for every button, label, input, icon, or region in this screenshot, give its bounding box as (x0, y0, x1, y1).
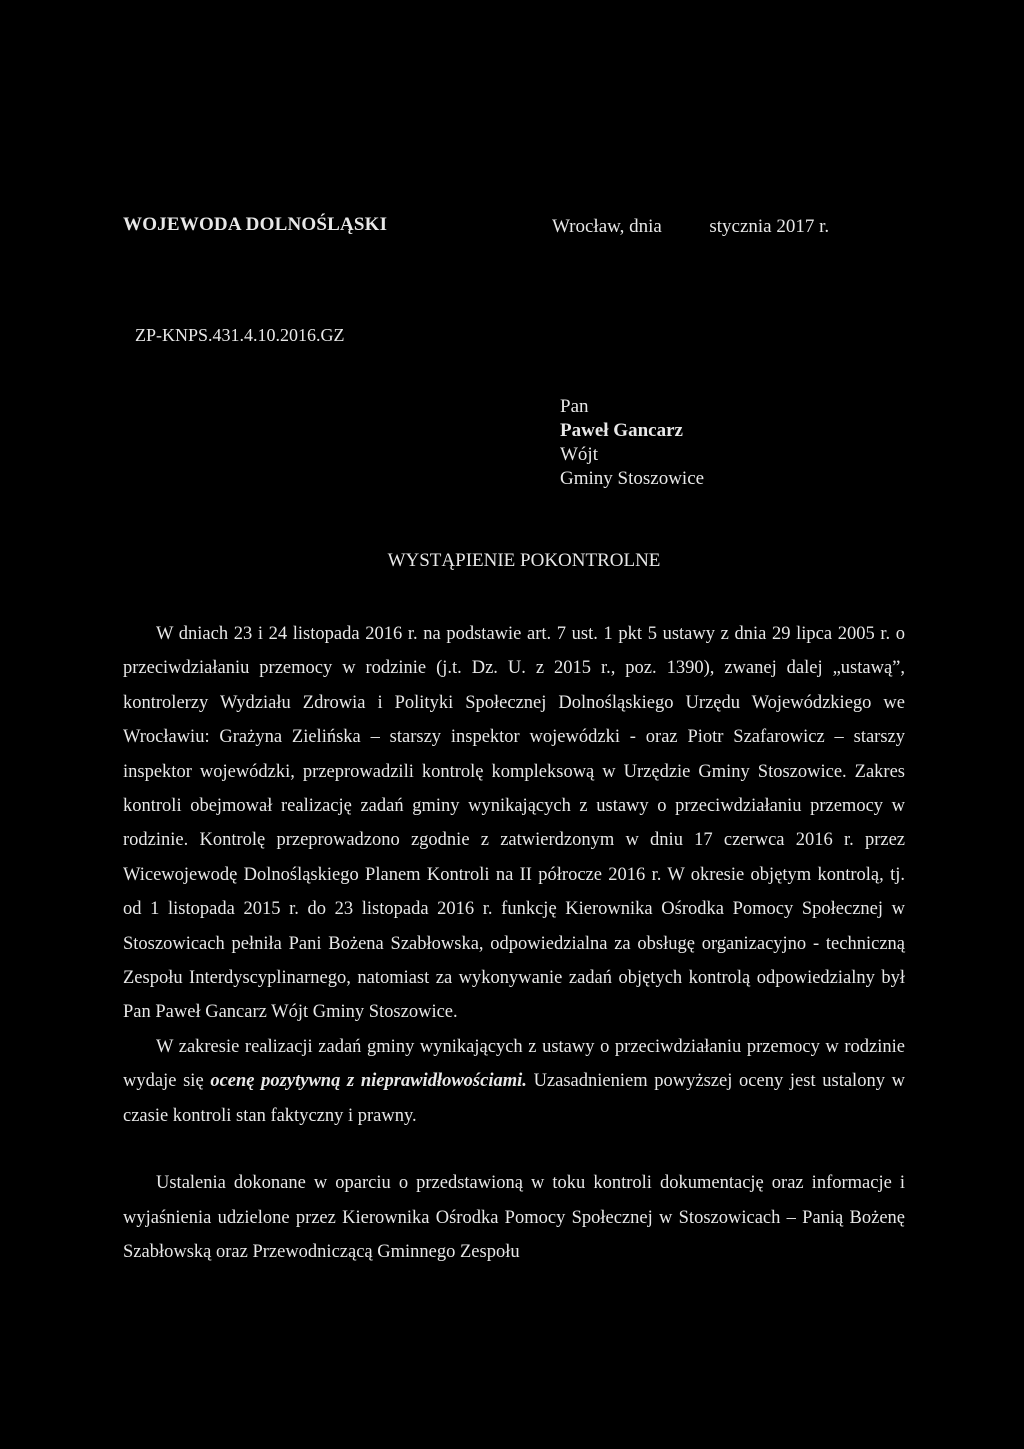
assessment-emphasis: ocenę pozytywną z nieprawidłowościami. (210, 1071, 527, 1092)
recipient-position: Wójt (560, 444, 598, 465)
document-body (123, 617, 905, 1269)
document-title: WYSTĄPIENIE POKONTROLNE (387, 550, 661, 571)
recipient-name: Paweł Gancarz (560, 420, 683, 441)
recipient-office: Gminy Stoszowice (560, 468, 705, 489)
reference-number: ZP-KNPS.431.4.10.2016.GZ (135, 325, 345, 345)
body-paragraph-2 (123, 1030, 905, 1133)
paragraph-2-outro: Uzasadnieniem powyższej oceny jest ustalony w czasie kontroli stan faktyczny i prawny. (123, 1071, 905, 1126)
paragraph-2-intro: W zakresie realizacji zadań gminy wynikających z ustawy o przeciwdziałaniu przemocy w rodzinie wydaje się (123, 1036, 905, 1092)
body-paragraph-1: W dniach 23 i 24 listopada 2016 r. na podstawie art. 7 ust. 1 pkt 5 ustawy z dnia 29 lipca 2005 r. o przeciwdziałaniu przemocy w rodzinie (j.t. Dz. U. z 2015 r., poz. 1390), zwanej dalej „ustawą”, kontrolerzy Wydziału Zdrowia i Polityki Społecznej Dolnośląskiego Urzędu Wojewódzkiego we Wrocławiu: Grażyna Zielińska – starszy inspektor wojewódzki - oraz Piotr Szafarowicz – starszy inspektor wojewódzki, przeprowadzili kontrolę kompleksową w Urzędzie Gminy Stoszowice. Zakres kontroli obejmował realizację zadań gminy wynikających z ustawy o przeciwdziałaniu przemocy w rodzinie. Kontrolę przeprowadzono zgodnie z zatwierdzonym w dniu 17 czerwca 2016 r. przez Wicewojewodę Dolnośląskiego Planem Kontroli na II półrocze 2016 r. W okresie objętym kontrolą, tj. od 1 listopada 2015 r. do 23 listopada 2016 r. funkcję Kierownika Ośrodka Pomocy Społecznej w Stoszowicach pełniła Pani Bożena Szabłowska, odpowiedzialna za obsługę organizacyjno - techniczną Zespołu Interdyscyplinarnego, natomiast za wykonywanie zadań objętych kontrolą odpowiedzialny był Pan Paweł Gancarz Wójt Gminy Stoszowice. (123, 624, 905, 1023)
recipient-salutation: Pan (560, 396, 589, 417)
body-paragraph-3: Ustalenia dokonane w oparciu o przedstawioną w toku kontroli dokumentację oraz informacje i wyjaśnienia udzielone przez Kierownika Ośrodka Pomocy Społecznej w Stoszowicach – Panią Bożenę Szabłowską oraz Przewodniczącą Gminnego Zespołu (123, 1173, 905, 1262)
issuing-authority: WOJEWODA DOLNOŚLĄSKI (123, 214, 388, 235)
recipient-block (560, 395, 704, 491)
date-line: Wrocław, dnia stycznia 2017 r. (552, 216, 830, 237)
